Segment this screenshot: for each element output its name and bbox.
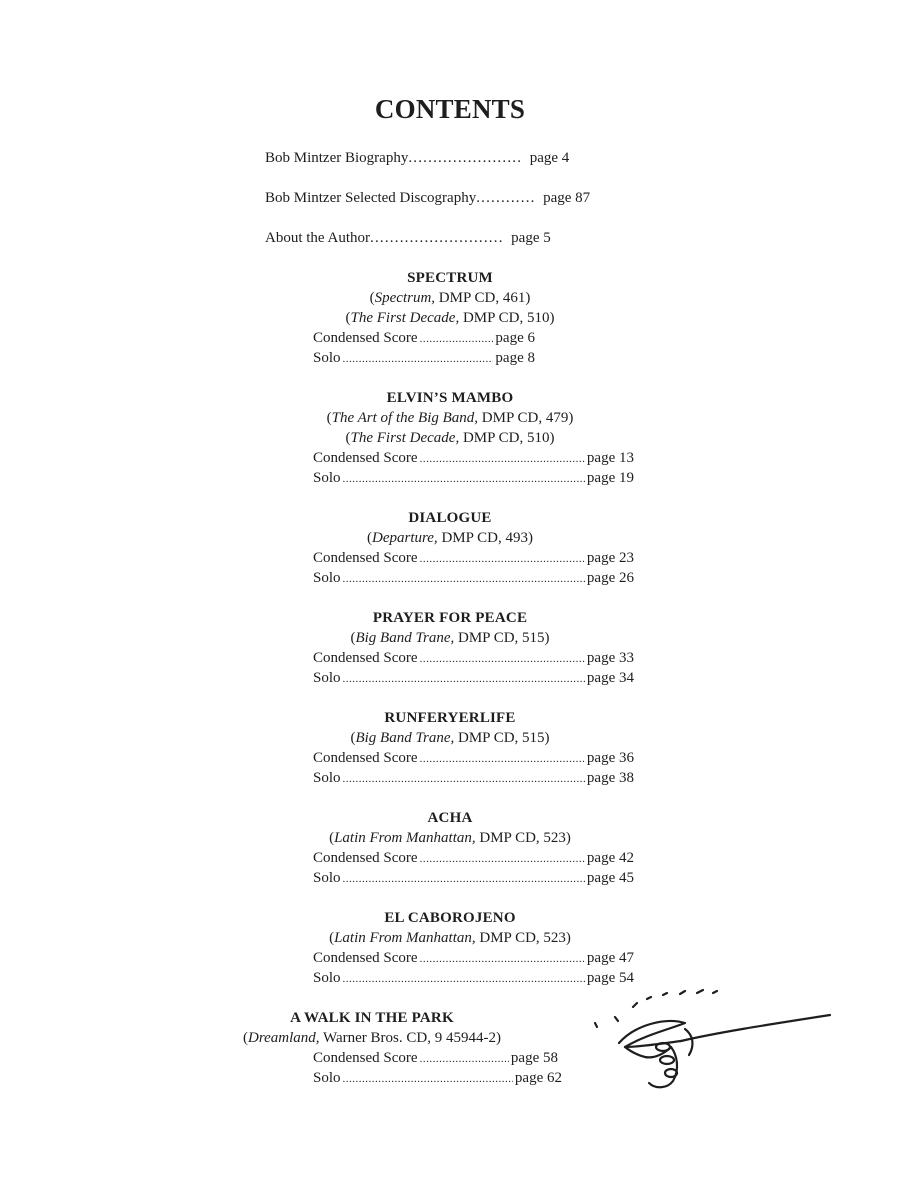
song-title: SPECTRUM: [407, 270, 493, 286]
dot-leader: [343, 669, 585, 689]
album-line: (The First Decade, DMP CD, 510): [345, 430, 555, 446]
song-title: RUNFERYERLIFE: [384, 710, 516, 726]
front-matter-label: About the Author: [265, 230, 370, 246]
dot-leader: [420, 949, 585, 969]
entry-label: Solo: [313, 1070, 341, 1086]
toc-entry: [313, 748, 634, 768]
front-matter-page: page 4: [529, 150, 570, 166]
dot-leader: [420, 1049, 509, 1069]
toc-entry: [313, 1048, 558, 1068]
dot-leader: [343, 349, 494, 369]
album-line: (Latin From Manhattan, DMP CD, 523): [329, 930, 571, 946]
toc-entry: [313, 868, 634, 888]
entry-label: Solo: [313, 570, 341, 586]
entry-page: page 6: [495, 330, 535, 346]
entry-label: Solo: [313, 470, 341, 486]
toc-entry: [313, 348, 535, 368]
entry-page: page 47: [586, 950, 634, 966]
toc-entry: [313, 948, 634, 968]
dot-leader: [343, 869, 585, 889]
album-line: (Big Band Trane, DMP CD, 515): [350, 630, 550, 646]
album-line: (Spectrum, DMP CD, 461): [369, 290, 531, 306]
dot-leader: [343, 969, 585, 989]
dot-leader: [420, 649, 585, 669]
entry-page: page 36: [586, 750, 634, 766]
album-line: (The Art of the Big Band, DMP CD, 479): [326, 410, 574, 426]
entry-page: page 34: [586, 670, 634, 686]
album-line: (Latin From Manhattan, DMP CD, 523): [329, 830, 571, 846]
toc-entry: [313, 668, 634, 688]
signature-drawing: [585, 985, 835, 1100]
toc-entry: [313, 768, 634, 788]
dot-leader: .......................: [408, 150, 523, 166]
dot-leader: [343, 769, 585, 789]
album-line: (Big Band Trane, DMP CD, 515): [350, 730, 550, 746]
entry-label: Solo: [313, 670, 341, 686]
front-matter-label: Bob Mintzer Selected Discography: [265, 190, 477, 206]
entry-page: page 45: [586, 870, 634, 886]
entry-label: Condensed Score: [313, 850, 418, 866]
front-matter-page: page 5: [511, 230, 551, 246]
dot-leader: ...........................: [370, 230, 504, 246]
toc-entry: [313, 548, 634, 568]
front-matter-page: page 87: [543, 190, 591, 206]
entry-page: page 38: [586, 770, 634, 786]
album-name: Big Band Trane,: [355, 730, 455, 746]
entry-label: Condensed Score: [313, 950, 418, 966]
album-name: Big Band Trane,: [355, 630, 455, 646]
toc-entry: [313, 1068, 562, 1088]
entry-label: Solo: [313, 770, 341, 786]
entry-page: page 8: [495, 350, 535, 366]
album-name: Spectrum,: [374, 290, 436, 306]
entry-label: Condensed Score: [313, 1050, 418, 1066]
dot-leader: [420, 849, 585, 869]
song-title: EL CABOROJENO: [384, 910, 516, 926]
entry-label: Condensed Score: [313, 750, 418, 766]
dot-leader: ............: [476, 190, 536, 206]
album-line: (Dreamland, Warner Bros. CD, 9 45944-2): [243, 1030, 501, 1046]
page-title: CONTENTS: [374, 94, 526, 124]
song-title: ACHA: [427, 810, 473, 826]
entry-label: Condensed Score: [313, 650, 418, 666]
toc-entry: [313, 448, 634, 468]
entry-label: Solo: [313, 350, 341, 366]
entry-label: Condensed Score: [313, 550, 418, 566]
dot-leader: [343, 469, 585, 489]
entry-page: page 58: [510, 1050, 558, 1066]
front-matter-label: Bob Mintzer Biography: [265, 150, 409, 166]
entry-page: page 13: [586, 450, 634, 466]
album-name: Departure,: [372, 530, 438, 546]
entry-page: page 42: [586, 850, 634, 866]
entry-label: Solo: [313, 870, 341, 886]
toc-entry: [313, 568, 634, 588]
dot-leader: [343, 1069, 513, 1089]
toc-entry: [313, 328, 535, 348]
entry-page: page 62: [514, 1070, 562, 1086]
album-name: The First Decade,: [350, 430, 460, 446]
front-matter-row: [265, 187, 590, 209]
dot-leader: [420, 749, 585, 769]
front-matter-row: [265, 147, 569, 169]
album-name: The First Decade,: [350, 310, 460, 326]
song-title: DIALOGUE: [408, 510, 492, 526]
album-name: Dreamland,: [248, 1030, 320, 1046]
entry-page: page 26: [586, 570, 634, 586]
album-line: (The First Decade, DMP CD, 510): [345, 310, 555, 326]
dot-leader: [420, 329, 494, 349]
entry-page: page 54: [586, 970, 634, 986]
album-name: Latin From Manhattan,: [334, 830, 476, 846]
entry-label: Solo: [313, 970, 341, 986]
toc-entry: [313, 468, 634, 488]
entry-page: page 23: [586, 550, 634, 566]
toc-entry: [313, 648, 634, 668]
dot-leader: [420, 549, 585, 569]
entry-page: page 19: [586, 470, 634, 486]
dot-leader: [343, 569, 585, 589]
song-title: ELVIN’S MAMBO: [386, 390, 514, 406]
entry-page: page 33: [586, 650, 634, 666]
album-name: Latin From Manhattan,: [334, 930, 476, 946]
entry-label: Condensed Score: [313, 330, 418, 346]
front-matter-row: [265, 227, 551, 249]
album-name: The Art of the Big Band,: [331, 410, 479, 426]
song-title: A WALK IN THE PARK: [290, 1010, 454, 1026]
dot-leader: [420, 449, 585, 469]
song-title: PRAYER FOR PEACE: [372, 610, 528, 626]
album-line: (Departure, DMP CD, 493): [367, 530, 533, 546]
entry-label: Condensed Score: [313, 450, 418, 466]
toc-entry: [313, 848, 634, 868]
